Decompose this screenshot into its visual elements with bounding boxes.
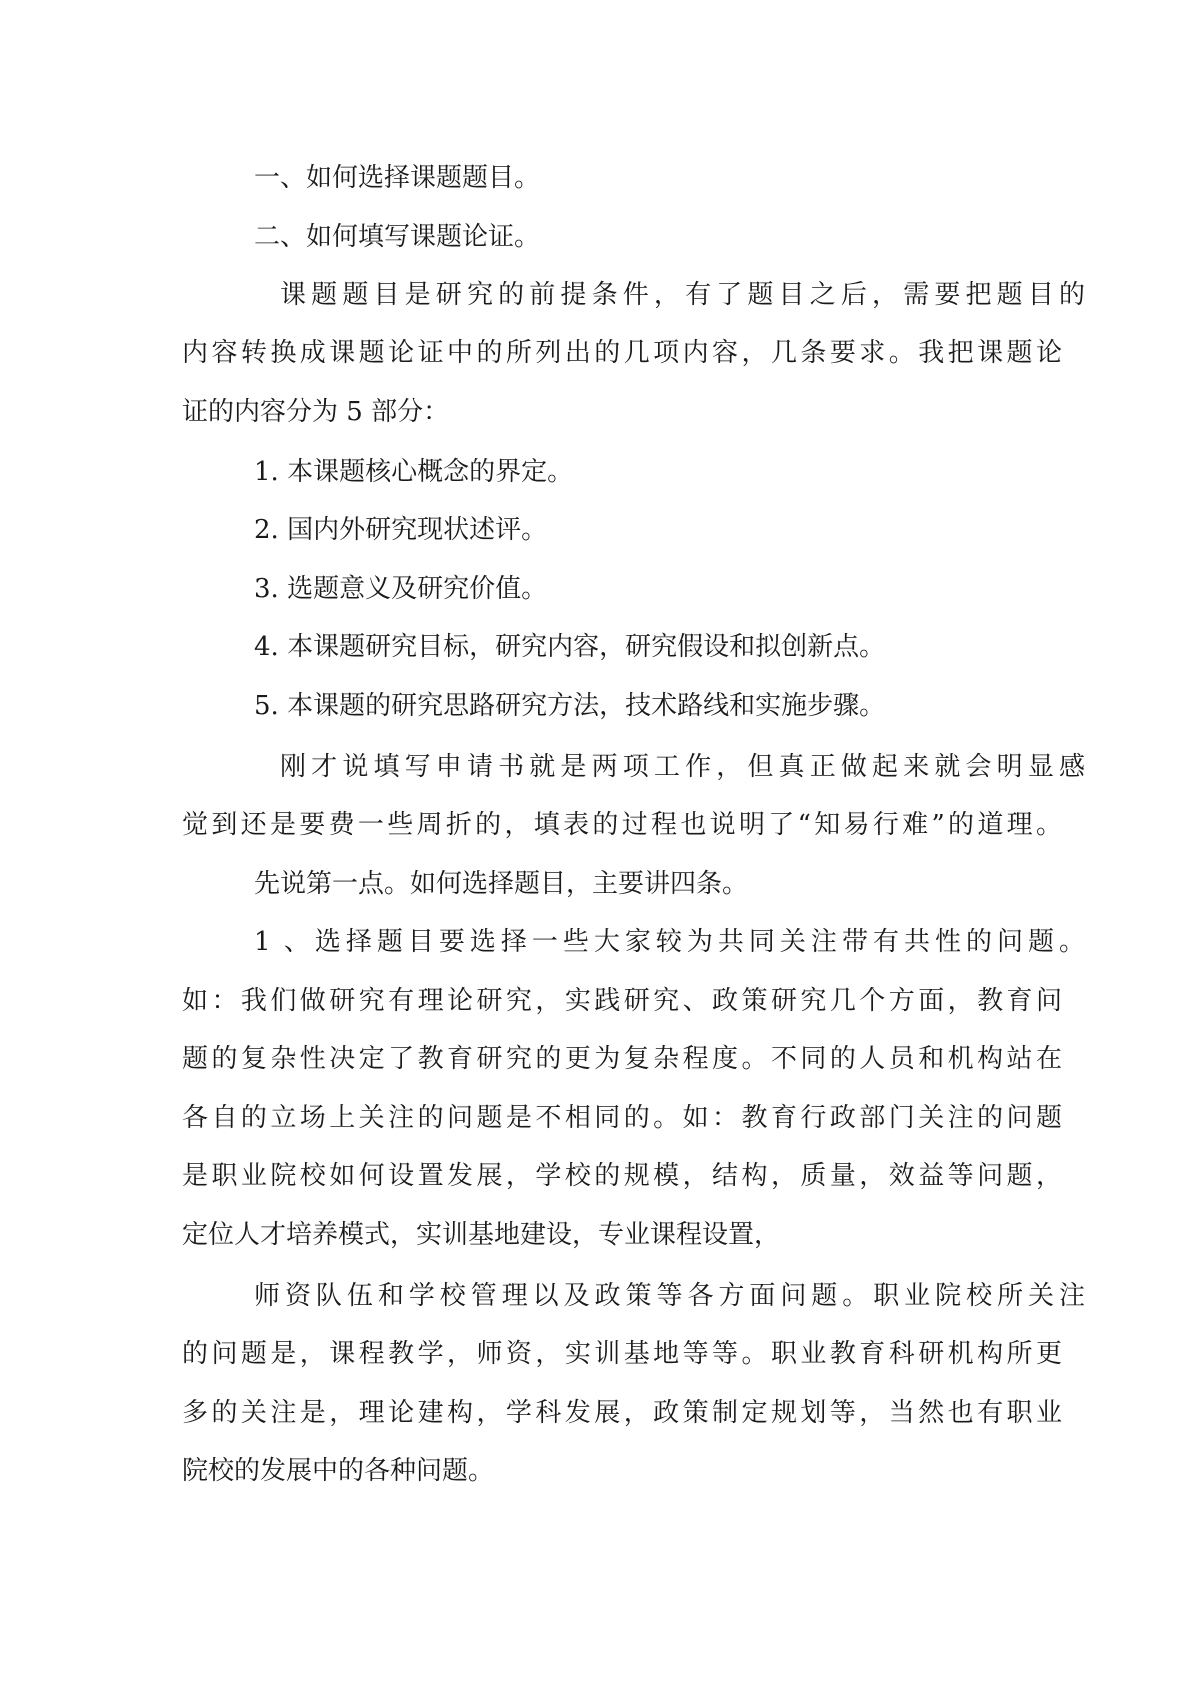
paragraph-line: 师资队伍和学校管理以及政策等各方面问题。职业院校所关注 (254, 1281, 1085, 1311)
list-item: 3. 选题意义及研究价值。 (254, 574, 548, 604)
paragraph-line: 定位人才培养模式，实训基地建设，专业课程设置， (182, 1220, 781, 1250)
paragraph-line: 内容转换成课题论证中的所列出的几项内容，几条要求。我把课题论 (182, 338, 1062, 368)
list-item: 5. 本课题的研究思路研究方法，技术路线和实施步骤。 (254, 691, 886, 721)
paragraph-line: 多的关注是，理论建构，学科发展，政策制定规划等，当然也有职业 (182, 1398, 1062, 1428)
paragraph-line: 觉到还是要费一些周折的，填表的过程也说明了“知易行难”的道理。 (182, 810, 1062, 840)
heading-item-1: 一、如何选择课题题目。 (254, 163, 541, 193)
paragraph-line: 1 、选择题目要选择一些大家较为共同关注带有共性的问题。 (254, 927, 1085, 957)
list-item: 1. 本课题核心概念的界定。 (254, 457, 574, 487)
paragraph-line: 各自的立场上关注的问题是不相同的。如：教育行政部门关注的问题 (182, 1103, 1062, 1133)
paragraph-line: 刚才说填写申请书就是两项工作，但真正做起来就会明显感 (280, 752, 1085, 782)
paragraph-line: 先说第一点。如何选择题目，主要讲四条。 (254, 869, 749, 899)
paragraph-line: 题的复杂性决定了教育研究的更为复杂程度。不同的人员和机构站在 (182, 1044, 1062, 1074)
paragraph-line: 院校的发展中的各种问题。 (182, 1456, 495, 1486)
list-item: 4. 本课题研究目标，研究内容，研究假设和拟创新点。 (254, 632, 886, 662)
paragraph-line: 证的内容分为 5 部分： (182, 397, 450, 427)
paragraph-line: 如：我们做研究有理论研究，实践研究、政策研究几个方面，教育问 (182, 986, 1062, 1016)
paragraph-line: 课题题目是研究的前提条件，有了题目之后，需要把题目的 (280, 280, 1085, 310)
paragraph-line: 是职业院校如何设置发展，学校的规模，结构，质量，效益等问题， (182, 1161, 1062, 1191)
list-item: 2. 国内外研究现状述评。 (254, 515, 548, 545)
paragraph-line: 的问题是，课程教学，师资，实训基地等等。职业教育科研机构所更 (182, 1339, 1062, 1369)
heading-item-2: 二、如何填写课题论证。 (254, 222, 541, 252)
